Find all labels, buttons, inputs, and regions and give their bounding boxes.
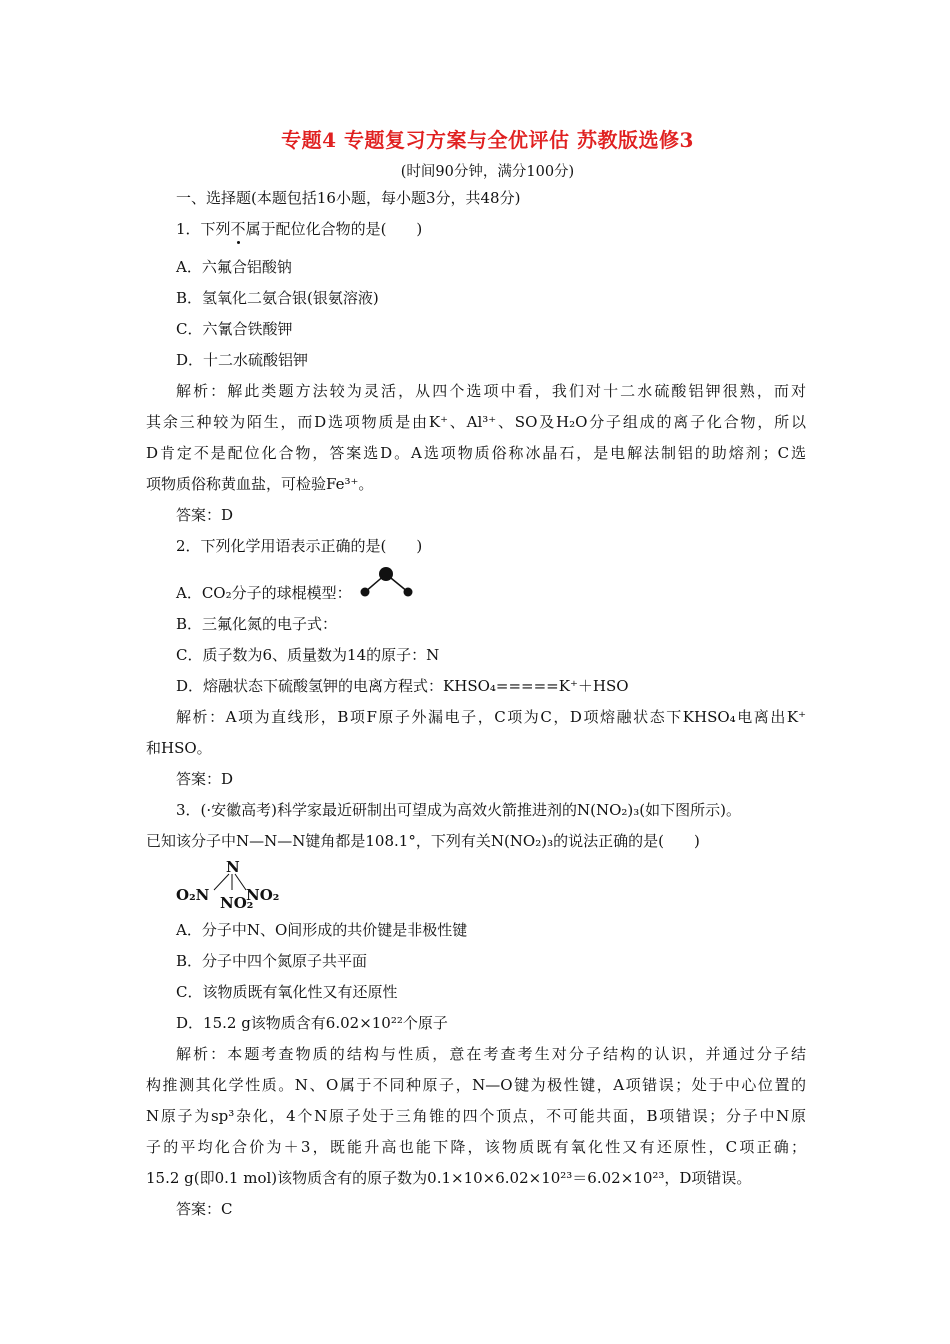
q2-answer: 答案：D xyxy=(176,770,234,788)
q2-option-c: C．质子数为6、质量数为14的原子：N xyxy=(176,646,440,664)
q3-option-a: A．分子中N、O间形成的共价键是非极性键 xyxy=(176,921,468,939)
q3-option-b: B．分子中四个氮原子共平面 xyxy=(176,952,368,970)
q3-option-c: C．该物质既有氧化性又有还原性 xyxy=(176,983,398,1001)
q2-stem: 2．下列化学用语表示正确的是( ) xyxy=(176,537,423,555)
q3-analysis-line: 解析：本题考查物质的结构与性质，意在考查考生对分子结构的认识，并通过分子结 xyxy=(176,1045,806,1063)
q1-answer: 答案：D xyxy=(176,506,234,524)
q1-option-d: D．十二水硫酸铝钾 xyxy=(176,351,309,369)
q3-analysis-line: N原子为sp³杂化，4个N原子处于三角锥的四个顶点，不可能共面，B项错误；分子中N原 xyxy=(146,1107,806,1125)
q3-option-d: D．15.2 g该物质含有6.02×10²²个原子 xyxy=(176,1014,448,1032)
q1-analysis-line: 其余三种较为陌生，而D选项物质是由K⁺、Al³⁺、SO及H₂O分子组成的离子化合物，所以 xyxy=(146,413,806,431)
emphasis-dot: 不 xyxy=(231,220,246,238)
q3-answer: 答案：C xyxy=(176,1200,233,1218)
q2-analysis-line: 解析：A项为直线形，B项F原子外漏电子，C项为C，D项熔融状态下KHSO₄电离出K⁺ xyxy=(176,708,806,726)
section-heading: 一、选择题(本题包括16小题，每小题3分，共48分) xyxy=(176,189,521,207)
diagram-group-left: O₂N xyxy=(176,886,210,904)
diagram-group-right: NO₂ xyxy=(246,886,280,904)
q2-analysis-line: 和HSO。 xyxy=(146,739,212,757)
molecule-structure-diagram xyxy=(174,854,294,914)
q1-option-a: A．六氟合铝酸钠 xyxy=(176,258,292,276)
q1-analysis-line: 项物质俗称黄血盐，可检验Fe³⁺。 xyxy=(146,475,374,493)
q2-option-a: A．CO₂分子的球棍模型： xyxy=(176,584,352,602)
emphasis-dot-icon xyxy=(237,241,240,244)
q1-analysis-line: D肯定不是配位化合物，答案选D。A选项物质俗称冰晶石，是电解法制铝的助熔剂；C选 xyxy=(146,444,806,462)
q3-analysis-line: 构推测其化学性质。N、O属于不同种原子，N—O键为极性键，A项错误；处于中心位置的 xyxy=(146,1076,806,1094)
ball-stick-model-icon xyxy=(356,562,416,602)
q3-stem-line: 已知该分子中N—N—N键角都是108.1°，下列有关N(NO₂)₃的说法正确的是( ) xyxy=(146,832,700,850)
q3-analysis-line: 15.2 g(即0.1 mol)该物质含有的原子数为0.1×10×6.02×10²³＝6.02×10²³，D项错误。 xyxy=(146,1169,752,1187)
q2-option-d: D．熔融状态下硫酸氢钾的电离方程式：KHSO₄=====K⁺＋HSO xyxy=(176,677,629,695)
q1-analysis-line: 解析：解此类题方法较为灵活，从四个选项中看，我们对十二水硫酸铝钾很熟，而对 xyxy=(176,382,806,400)
diagram-atom-top: N xyxy=(226,858,240,876)
q1-option-c: C．六氰合铁酸钾 xyxy=(176,320,293,338)
doc-title: 专题4 专题复习方案与全优评估 苏教版选修3 xyxy=(281,128,694,152)
diagram-group-bottom: NO₂ xyxy=(220,894,254,912)
q1-option-b: B．氢氧化二氨合银(银氨溶液) xyxy=(176,289,379,307)
q1-stem: 1．下列不 属于配位化合物的是( ) xyxy=(176,219,422,239)
q3-stem-line: 3．(·安徽高考)科学家最近研制出可望成为高效火箭推进剂的N(NO₂)₃(如下图所示)。 xyxy=(176,801,742,819)
q2-option-b: B．三氟化氮的电子式： xyxy=(176,615,338,633)
doc-subtitle: (时间90分钟，满分100分) xyxy=(400,164,575,180)
q3-analysis-line: 子的平均化合价为＋3，既能升高也能下降，该物质既有氧化性又有还原性，C项正确； xyxy=(146,1138,806,1156)
